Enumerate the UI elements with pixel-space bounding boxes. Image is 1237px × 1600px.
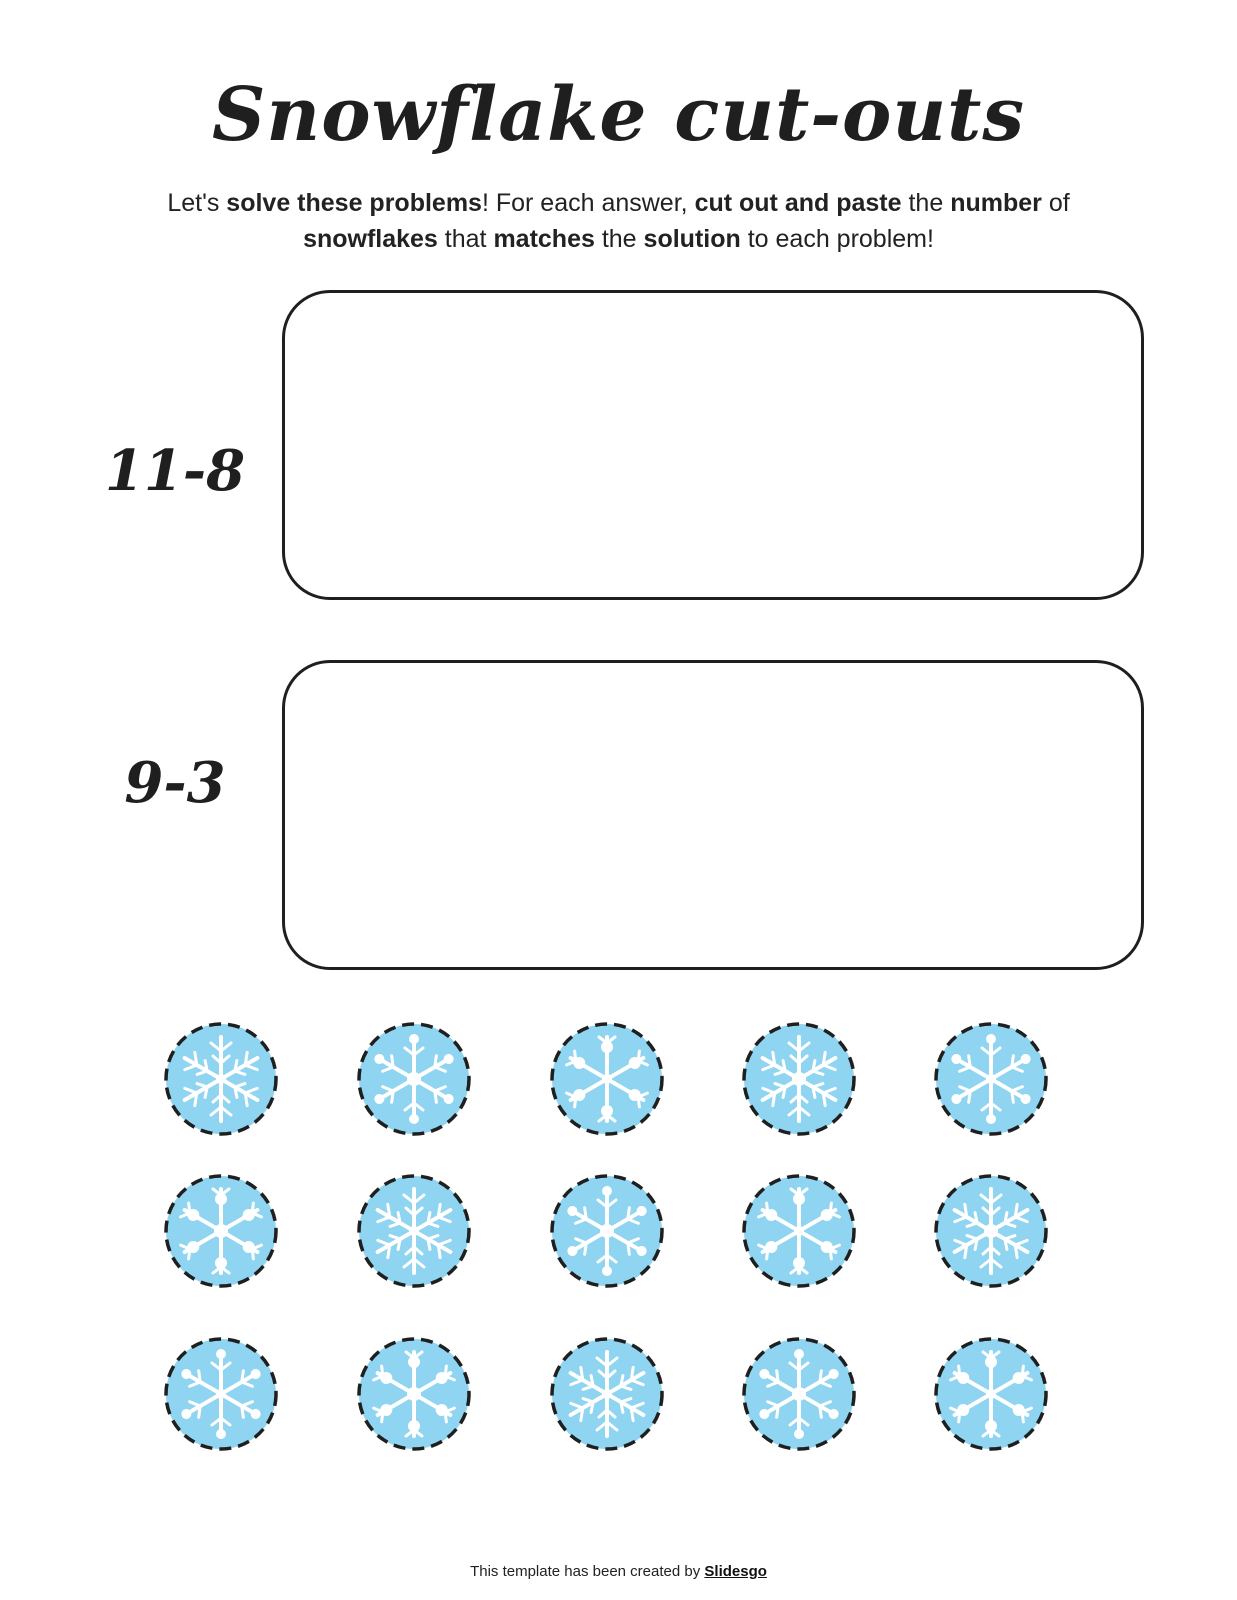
problem-2-expression: 9-3 (124, 750, 226, 816)
snowflake-cutout[interactable] (163, 1021, 279, 1137)
instructions-segment: that (437, 225, 494, 253)
snowflake-cutout[interactable] (741, 1336, 857, 1452)
snowflake-icon (933, 1173, 1049, 1289)
snowflake-icon (549, 1021, 665, 1137)
answer-box-1[interactable] (282, 290, 1144, 600)
snowflake-icon (356, 1021, 472, 1137)
snowflake-cutout[interactable] (356, 1173, 472, 1289)
instructions-segment: Let's (167, 189, 227, 217)
snowflake-icon (356, 1336, 472, 1452)
instructions-segment: number (950, 189, 1042, 217)
snowflake-cutout[interactable] (933, 1021, 1049, 1137)
snowflake-cutout[interactable] (356, 1336, 472, 1452)
instructions-segment: of (1041, 189, 1070, 217)
snowflake-icon (741, 1336, 857, 1452)
instructions-segment: the (594, 225, 644, 253)
snowflake-cutout[interactable] (741, 1173, 857, 1289)
instructions-segment: solve these problems (226, 189, 482, 217)
snowflake-icon (163, 1021, 279, 1137)
snowflake-cutout[interactable] (356, 1021, 472, 1137)
instructions-segment: solution (643, 225, 741, 253)
snowflake-cutout[interactable] (549, 1021, 665, 1137)
snowflake-icon (933, 1336, 1049, 1452)
snowflake-cutout[interactable] (163, 1173, 279, 1289)
instructions (130, 185, 1107, 257)
footer-brand-link[interactable]: Slidesgo (704, 1563, 767, 1580)
snowflake-cutout[interactable] (163, 1336, 279, 1452)
snowflake-icon (741, 1173, 857, 1289)
instructions-segment: to each problem! (740, 225, 934, 253)
instructions-segment: cut out and paste (694, 189, 902, 217)
snowflake-icon (933, 1021, 1049, 1137)
footer-prefix: This template has been created by (470, 1563, 705, 1580)
snowflake-cutout[interactable] (741, 1021, 857, 1137)
snowflake-cutout[interactable] (933, 1173, 1049, 1289)
snowflake-cutout[interactable] (933, 1336, 1049, 1452)
snowflake-cutout[interactable] (549, 1336, 665, 1452)
snowflake-cutout[interactable] (549, 1173, 665, 1289)
instructions-segment: the (901, 189, 951, 217)
snowflake-icon (549, 1336, 665, 1452)
problem-1-expression: 11-8 (104, 438, 246, 504)
page-title: Snowflake cut-outs (211, 72, 1026, 158)
snowflake-icon (356, 1173, 472, 1289)
instructions-segment: matches (493, 225, 595, 253)
instructions-segment: snowflakes (303, 225, 438, 253)
snowflake-icon (163, 1336, 279, 1452)
answer-box-2[interactable] (282, 660, 1144, 970)
instructions-segment: ! For each answer, (481, 189, 695, 217)
snowflake-icon (741, 1021, 857, 1137)
snowflake-icon (549, 1173, 665, 1289)
footer-credit (0, 1563, 1237, 1580)
snowflake-icon (163, 1173, 279, 1289)
